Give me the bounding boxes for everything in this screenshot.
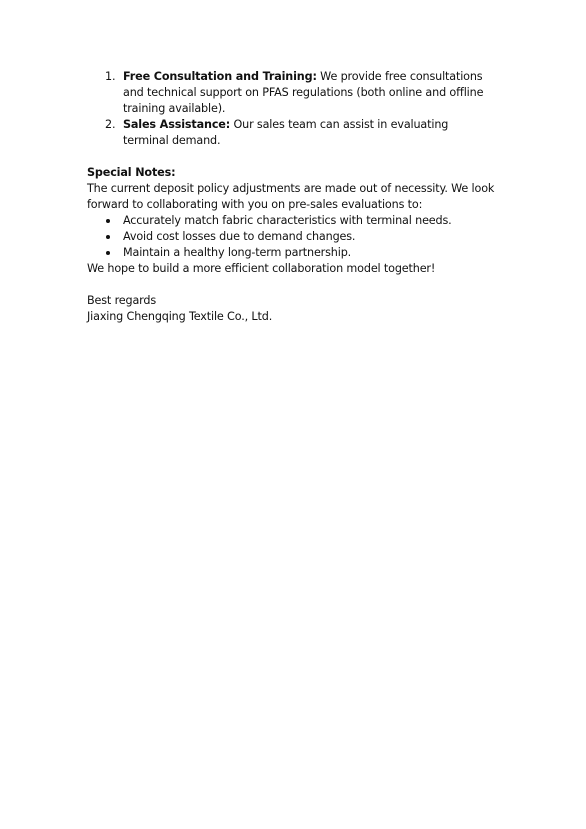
list-item-text: Our sales team can assist in evaluating terminal demand. [123,118,449,147]
bullet-text: Avoid cost losses due to demand changes. [123,230,356,243]
list-item-free-consultation [87,69,497,117]
list-number: 1. [105,70,116,83]
sign-off: Best regards [87,294,157,307]
bullet-dot-icon [106,219,110,223]
bullet-list [87,213,497,261]
bullet-dot-icon [106,235,110,239]
list-item-sales-assistance [87,117,497,149]
closing-line: We hope to build a more efficient collaboration model together! [87,262,436,275]
list-number: 2. [105,118,116,131]
bullet-text: Maintain a healthy long-term partnership. [123,246,352,259]
bullet-text: Accurately match fabric characteristics with terminal needs. [123,214,452,227]
numbered-list [87,69,497,149]
bullet-item [87,213,497,229]
list-item-title: Free Consultation and Training: [123,70,317,83]
bullet-dot-icon [106,251,110,255]
company-name: Jiaxing Chengqing Textile Co., Ltd. [87,310,273,323]
document-body [87,69,497,325]
bullet-item [87,245,497,261]
special-notes-heading: Special Notes: [87,166,176,179]
list-item-title: Sales Assistance: [123,118,231,131]
special-notes-intro: The current deposit policy adjustments are made out of necessity. We look forward to collaborating with you on pre-sales evaluations to: [87,182,495,211]
bullet-item [87,229,497,245]
list-item-text: We provide free consultations and technical support on PFAS regulations (both online and offline training available). [123,70,484,115]
spacer [87,277,497,293]
spacer [87,149,497,165]
